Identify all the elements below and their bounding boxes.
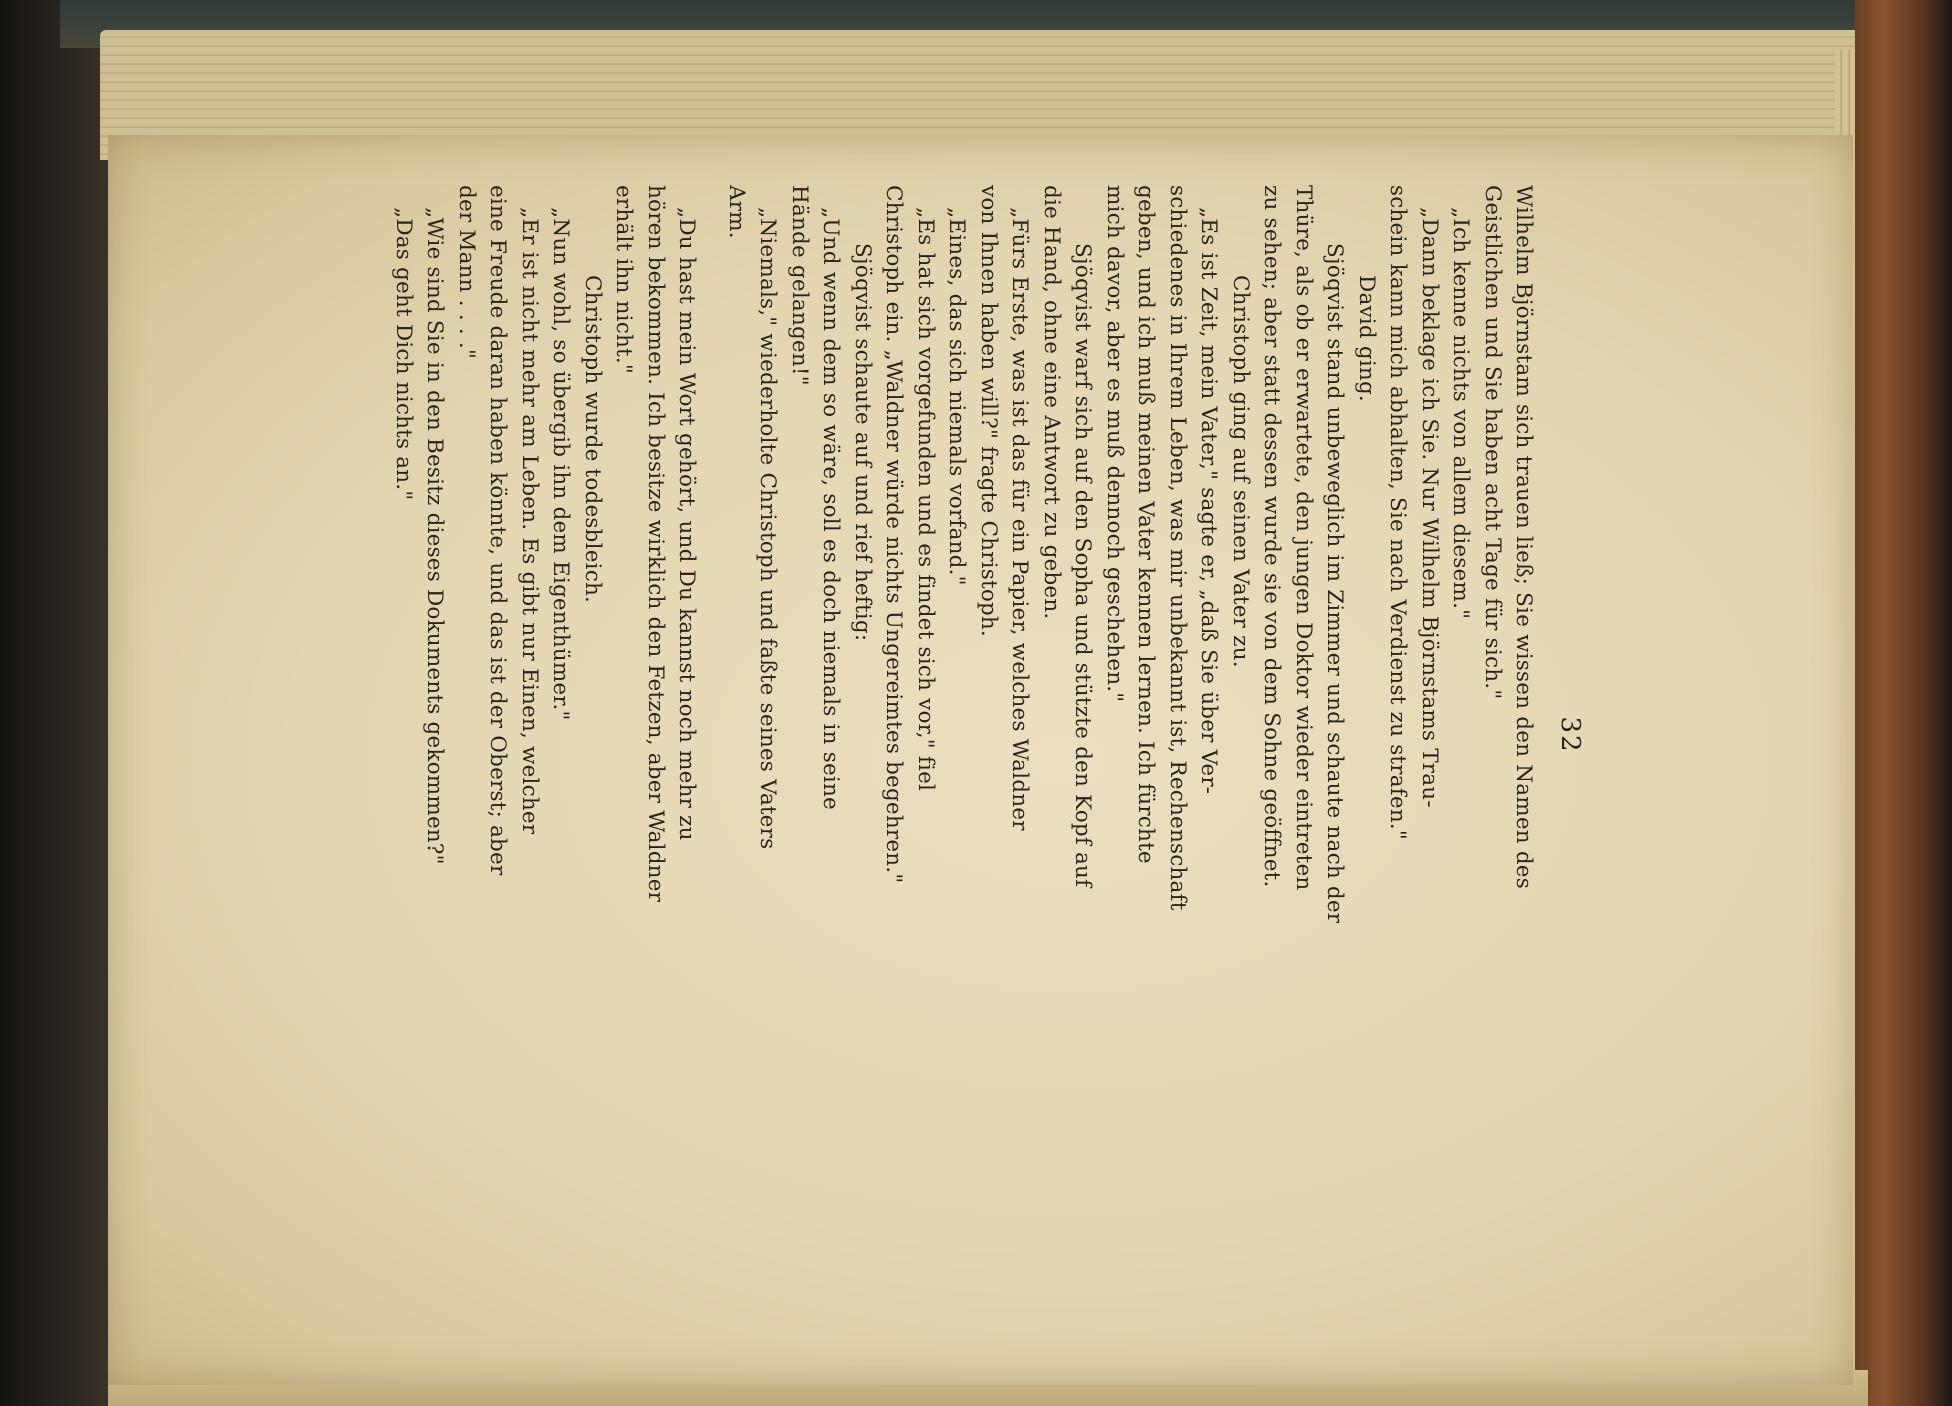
book-cover-left <box>0 0 110 1406</box>
text-line: Christoph ging auf seinen Vater zu. <box>1228 275 1253 668</box>
text-line: „Wie sind Sie in den Besitz dieses Dokuments gekommen?" <box>422 207 448 865</box>
text-line: „Das geht Dich nichts an." <box>391 207 416 501</box>
text-line: Wilhelm Björnstam sich trauen ließ; Sie wissen den Namen des <box>1511 185 1537 889</box>
text-line: „Du hast mein Wort gehört, und Du kannst noch mehr zu <box>674 207 700 841</box>
page-number: 32 <box>1555 716 1585 754</box>
text-line: schiedenes in Ihrem Leben, was mir unbekannt ist, Rechenschaft <box>1165 185 1190 911</box>
text-line: die Hand, ohne eine Antwort zu geben. <box>1039 185 1064 620</box>
text-line: von Ihnen haben will?" fragte Christoph. <box>976 185 1001 638</box>
text-line: „Ich kenne nichts von allem diesem." <box>1448 207 1474 620</box>
text-line: „Es ist Zeit, mein Vater," sagte er, „daß Sie über Ver- <box>1196 207 1222 795</box>
text-line: eine Freude daran haben könnte, und das ist der Oberst; aber <box>485 185 511 876</box>
text-line: Sjöqvist stand unbeweglich im Zimmer und schaute nach der <box>1322 243 1348 924</box>
text-line: zu sehen; aber statt dessen wurde sie von dem Sohne geöffnet. <box>1259 185 1285 888</box>
text-line: hören bekommen. Ich besitze wirklich den Fetzen, aber Waldner <box>643 185 668 903</box>
text-line: „Nun wohl, so übergib ihn dem Eigenthümer." <box>548 207 574 721</box>
text-line: der Mann . . . ." <box>454 185 479 360</box>
text-line: Arm. <box>724 185 749 239</box>
text-line: erhält ihn nicht." <box>611 185 637 374</box>
text-line: Geistlichen und Sie haben acht Tage für sich." <box>1480 185 1505 700</box>
text-line: Christoph ein. „Waldner würde nichts Ungereimtes begehren." <box>881 185 907 884</box>
text-line: Hände gelangen!" <box>787 185 812 386</box>
text-line: „Fürs Erste, was ist das für ein Papier, welches Waldner <box>1007 207 1033 831</box>
text-line: David ging. <box>1354 275 1379 402</box>
text-line: „Und wenn dem so wäre, soll es doch niemals in seine <box>818 207 844 810</box>
text-line: „Niemals," wiederholte Christoph und faßte seines Vaters <box>755 207 781 850</box>
text-line: schein kann mich abhalten, Sie nach Verdienst zu strafen." <box>1385 185 1411 841</box>
text-lines <box>388 185 1540 1285</box>
page-text-block <box>391 185 1585 1285</box>
text-line: Christoph wurde todesbleich. <box>580 275 605 604</box>
text-line: Sjöqvist schaute auf und rief heftig: <box>850 243 875 642</box>
text-line: „Es hat sich vorgefunden und es findet sich vor," fiel <box>913 207 938 792</box>
text-line: „Er ist nicht mehr am Leben. Es gibt nur Einen, welcher <box>517 207 542 835</box>
text-line: Sjöqvist warf sich auf den Sopha und stützte den Kopf auf <box>1070 243 1096 888</box>
text-line: geben, und ich muß meinen Vater kennen lernen. Ich fürchte <box>1133 185 1159 864</box>
text-line: „Eines, das sich niemals vorfand." <box>944 207 970 586</box>
text-line: Thüre, als ob er erwartete, den jungen Doktor wieder eintreten <box>1291 185 1316 891</box>
text-line: „Dann beklage ich Sie. Nur Wilhelm Björnstams Trau- <box>1417 207 1442 808</box>
book-spine-right <box>1855 0 1952 1406</box>
text-line: mich davor, aber es muß dennoch geschehen." <box>1102 185 1127 703</box>
